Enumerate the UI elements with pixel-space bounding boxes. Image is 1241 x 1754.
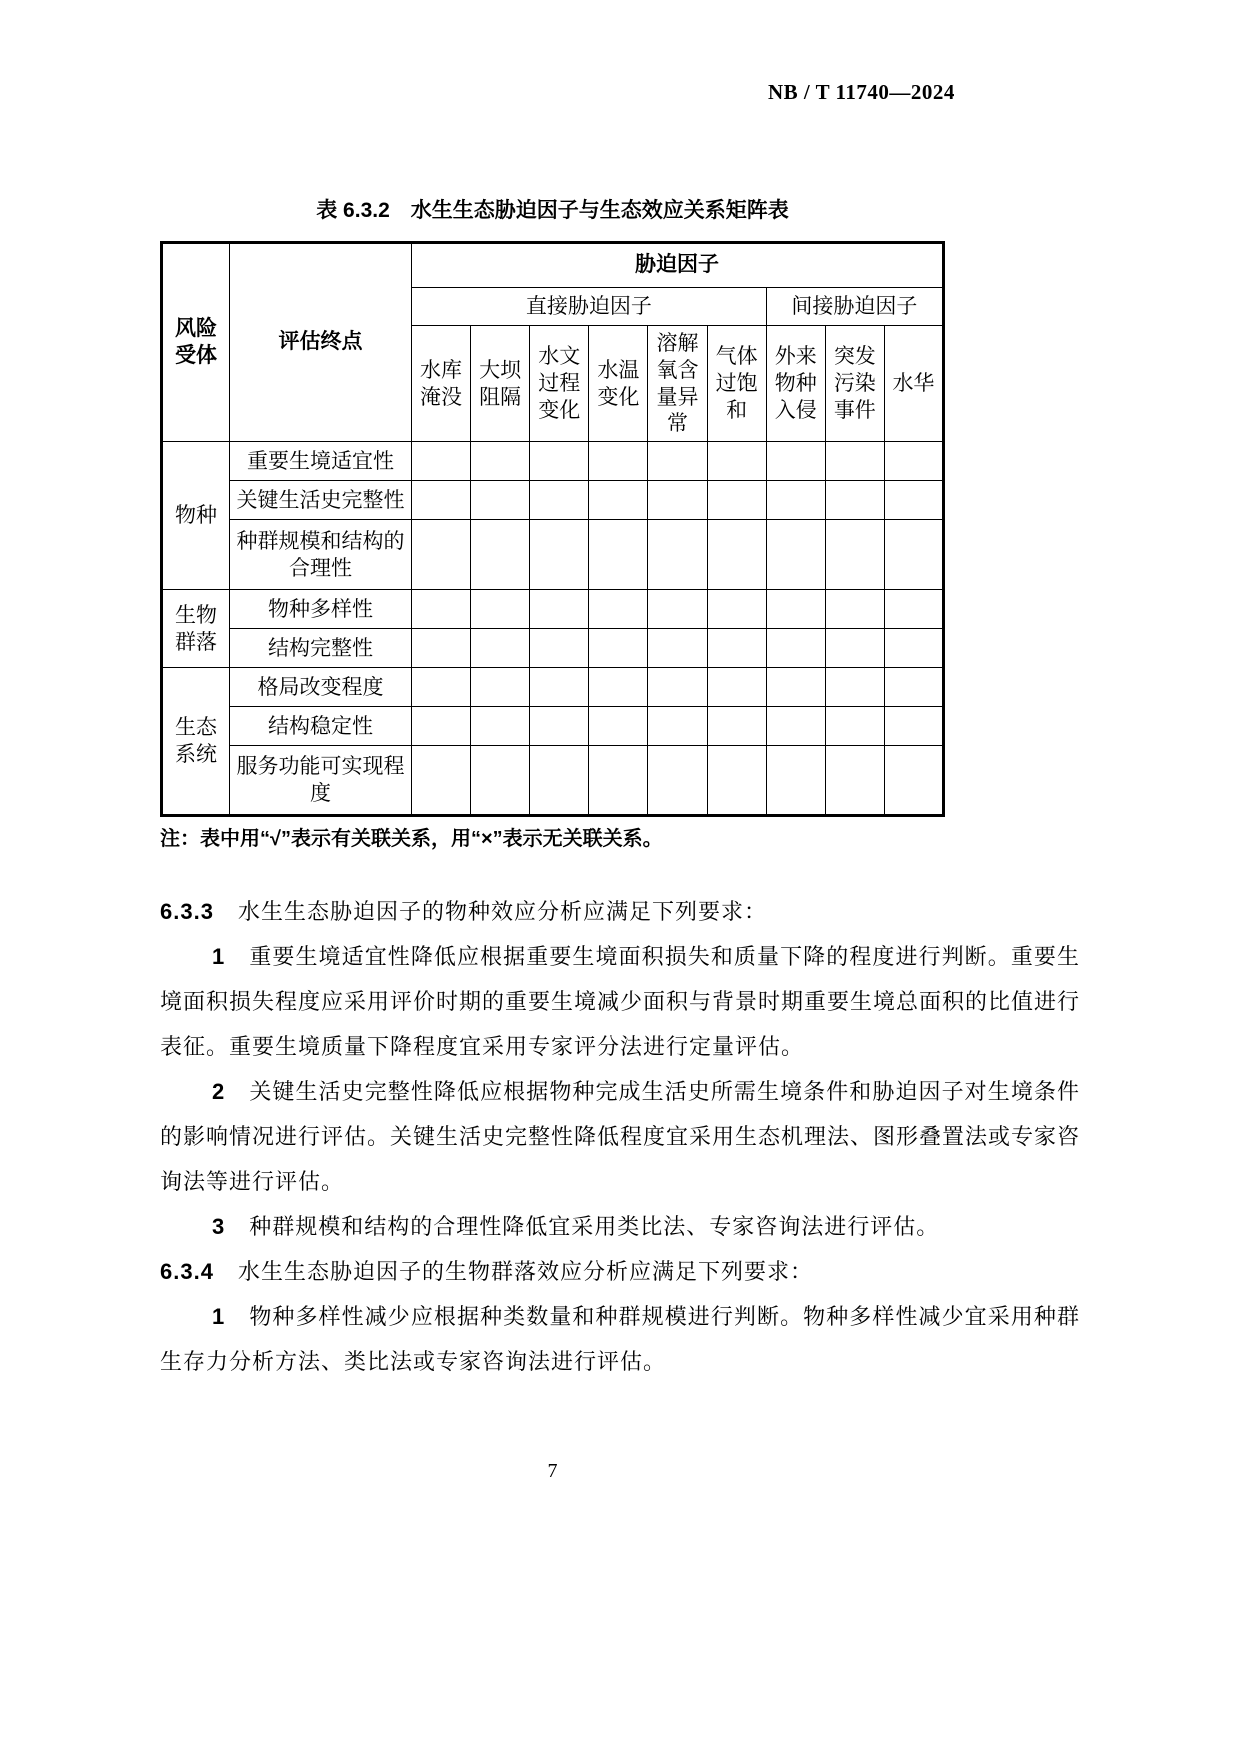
item-number: 1 [212,944,226,969]
matrix-cell-empty [412,590,471,629]
header-factor-dissolved-oxygen-anomaly: 溶解氧含量异常 [648,326,707,442]
header-risk-receptor: 风险受体 [162,243,230,442]
matrix-cell-empty [707,629,766,668]
matrix-cell-empty [766,442,825,481]
clause-text: 水生生态胁迫因子的生物群落效应分析应满足下列要求： [237,1259,813,1284]
matrix-cell-empty [589,590,648,629]
header-factor-gas-supersaturation: 气体过饱和 [707,326,766,442]
matrix-row [162,629,944,668]
matrix-cell-empty [648,746,707,816]
matrix-cell-empty [412,520,471,590]
matrix-cell-empty [766,520,825,590]
matrix-cell-empty [707,481,766,520]
matrix-row [162,668,944,707]
matrix-cell-empty [530,520,589,590]
matrix-cell-empty [648,668,707,707]
item-text: 重要生境适宜性降低应根据重要生境面积损失和质量下降的程度进行判断。重要生境面积损失程度应采用评价时期的重要生境减少面积与背景时期重要生境总面积的比值进行表征。重要生境质量下降程度宜采用专家评分法进行定量评估。 [160,944,1081,1059]
matrix-cell-empty [766,590,825,629]
matrix-cell-empty [766,707,825,746]
item-text: 关键生活史完整性降低应根据物种完成生活史所需生境条件和胁迫因子对生境条件的影响情况进行评估。关键生活史完整性降低程度宜采用生态机理法、图形叠置法或专家咨询法等进行评估。 [160,1079,1081,1194]
item-paragraph-1 [160,934,1080,1069]
item-paragraph-2 [160,1069,1080,1204]
endpoint-habitat-suitability: 重要生境适宜性 [230,442,412,481]
matrix-cell-empty [766,629,825,668]
endpoint-service-function-realizability: 服务功能可实现程度 [230,746,412,816]
item-number: 2 [212,1079,226,1104]
header-factor-algal-bloom: 水华 [884,326,943,442]
page-number: 7 [547,1460,558,1482]
item-paragraph-4 [160,1294,1080,1384]
matrix-cell-empty [471,590,530,629]
matrix-cell-empty [825,707,884,746]
matrix-cell-empty [766,746,825,816]
matrix-cell-empty [707,520,766,590]
clause-number: 6.3.4 [160,1259,214,1284]
endpoint-structural-stability: 结构稳定性 [230,707,412,746]
matrix-cell-empty [707,590,766,629]
matrix-cell-empty [825,746,884,816]
matrix-cell-empty [884,520,943,590]
matrix-cell-empty [884,707,943,746]
matrix-cell-empty [825,668,884,707]
matrix-cell-empty [884,746,943,816]
matrix-cell-empty [530,707,589,746]
matrix-cell-empty [648,707,707,746]
matrix-cell-empty [589,629,648,668]
matrix-cell-empty [825,590,884,629]
matrix-row [162,707,944,746]
matrix-cell-empty [825,629,884,668]
matrix-row [162,442,944,481]
matrix-cell-empty [884,442,943,481]
matrix-cell-empty [471,668,530,707]
matrix-cell-empty [589,520,648,590]
matrix-cell-empty [471,707,530,746]
endpoint-life-history-integrity: 关键生活史完整性 [230,481,412,520]
endpoint-pattern-change-degree: 格局改变程度 [230,668,412,707]
matrix-cell-empty [884,481,943,520]
header-row-1 [162,243,944,288]
item-text: 种群规模和结构的合理性降低宜采用类比法、专家咨询法进行评估。 [249,1214,940,1239]
matrix-cell-empty [825,442,884,481]
table-title: 表 6.3.2 水生生态胁迫因子与生态效应关系矩阵表 [316,199,789,222]
matrix-cell-empty [530,746,589,816]
matrix-cell-empty [648,442,707,481]
receptor-ecosystem: 生态系统 [162,668,230,816]
matrix-cell-empty [471,481,530,520]
clause-6-3-4 [160,1249,1080,1294]
content-area [160,0,1080,1754]
matrix-cell-empty [412,442,471,481]
body-text [160,889,1080,1384]
matrix-cell-empty [530,668,589,707]
matrix-row [162,746,944,816]
matrix-cell-empty [648,629,707,668]
table-note: 注：表中用“√”表示有关联关系，用“×”表示无关联关系。 [160,828,663,850]
matrix-cell-empty [471,520,530,590]
matrix-cell-empty [412,746,471,816]
matrix-cell-empty [412,481,471,520]
item-number: 3 [212,1214,226,1239]
matrix-cell-empty [884,590,943,629]
matrix-cell-empty [825,520,884,590]
matrix-cell-empty [412,707,471,746]
matrix-row [162,520,944,590]
receptor-biocommunity: 生物群落 [162,590,230,668]
matrix-cell-empty [471,629,530,668]
matrix-cell-empty [707,707,766,746]
clause-text: 水生生态胁迫因子的物种效应分析应满足下列要求： [237,899,767,924]
matrix-row [162,590,944,629]
matrix-cell-empty [825,481,884,520]
matrix-cell-empty [530,481,589,520]
matrix-cell-empty [471,746,530,816]
header-indirect-factors: 间接胁迫因子 [766,288,943,326]
matrix-cell-empty [412,668,471,707]
header-endpoint: 评估终点 [230,243,412,442]
matrix-cell-empty [648,481,707,520]
matrix-cell-empty [530,629,589,668]
matrix-cell-empty [648,590,707,629]
header-factor-invasive-species: 外来物种入侵 [766,326,825,442]
matrix-cell-empty [766,481,825,520]
matrix-cell-empty [648,520,707,590]
matrix-cell-empty [589,707,648,746]
matrix-row [162,481,944,520]
matrix-cell-empty [707,442,766,481]
matrix-table [160,241,945,817]
matrix-cell-empty [707,746,766,816]
endpoint-structural-integrity: 结构完整性 [230,629,412,668]
header-direct-factors: 直接胁迫因子 [412,288,767,326]
matrix-cell-empty [589,668,648,707]
matrix-cell-empty [471,442,530,481]
item-paragraph-3 [160,1204,1080,1249]
doc-number: NB / T 11740—2024 [768,80,955,104]
header-factor-reservoir-inundation: 水库淹没 [412,326,471,442]
header-factor-hydrological-process-change: 水文过程变化 [530,326,589,442]
matrix-cell-empty [589,442,648,481]
item-text: 物种多样性减少应根据种类数量和种群规模进行判断。物种多样性减少宜采用种群生存力分析方法、类比法或专家咨询法进行评估。 [160,1304,1080,1374]
matrix-cell-empty [412,629,471,668]
matrix-cell-empty [589,481,648,520]
matrix-cell-empty [589,746,648,816]
matrix-cell-empty [530,590,589,629]
matrix-cell-empty [766,668,825,707]
item-number: 1 [212,1304,226,1329]
endpoint-species-diversity: 物种多样性 [230,590,412,629]
matrix-cell-empty [884,668,943,707]
header-factor-water-temperature-change: 水温变化 [589,326,648,442]
receptor-species: 物种 [162,442,230,590]
matrix-cell-empty [884,629,943,668]
header-factor-sudden-pollution-event: 突发污染事件 [825,326,884,442]
matrix-cell-empty [530,442,589,481]
endpoint-population-structure-rationality: 种群规模和结构的合理性 [230,520,412,590]
clause-6-3-3 [160,889,1080,934]
matrix-cell-empty [707,668,766,707]
header-stress-factor: 胁迫因子 [412,243,944,288]
header-factor-dam-barrier: 大坝阻隔 [471,326,530,442]
clause-number: 6.3.3 [160,899,214,924]
